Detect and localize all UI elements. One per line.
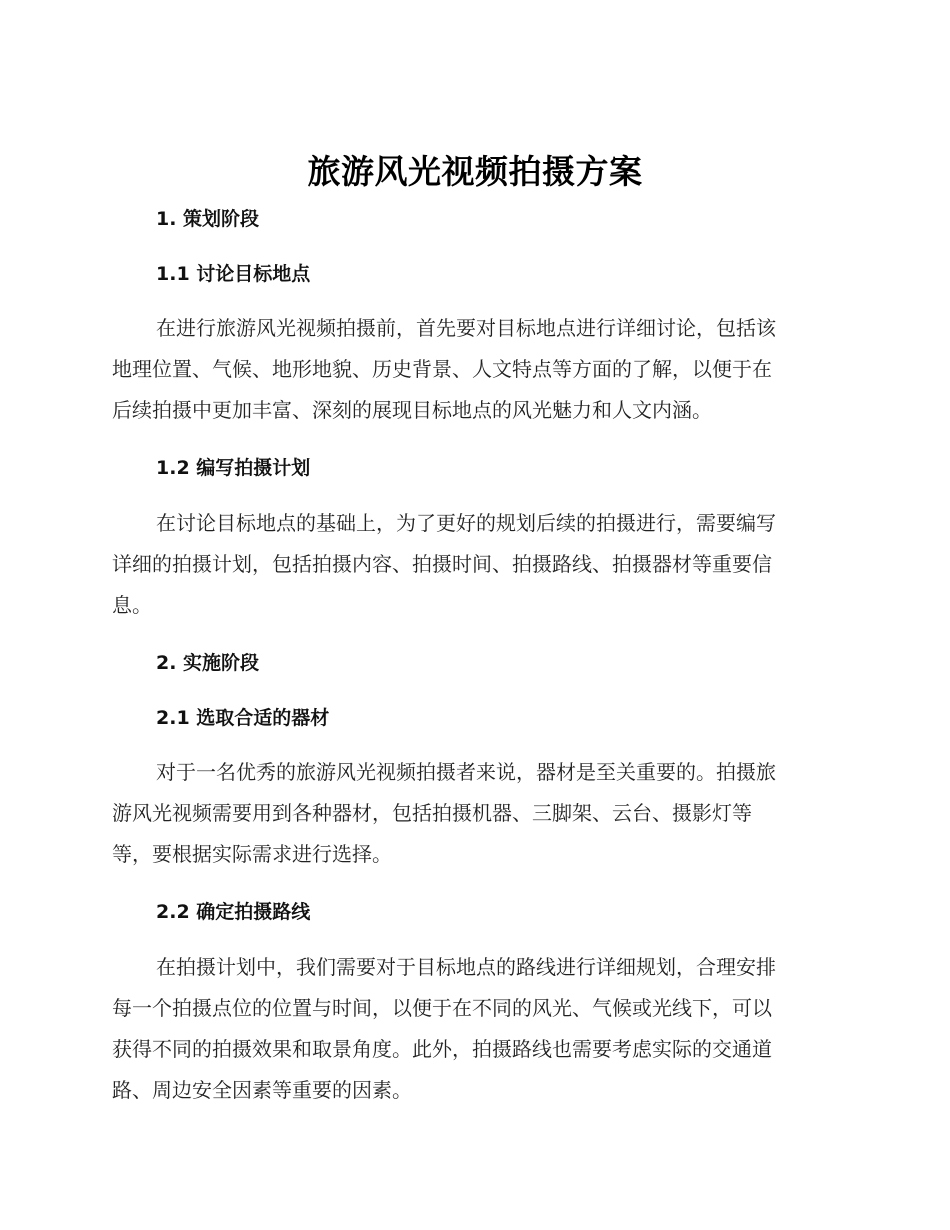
- paragraph-determine-route: [112, 947, 837, 1111]
- paragraph-line: 每一个拍摄点位的位置与时间，以便于在不同的风光、气候或光线下，可以: [112, 996, 772, 1020]
- subsection-heading-write-plan: 1.2 编写拍摄计划: [156, 457, 311, 479]
- subsection-heading-determine-route: 2.2 确定拍摄路线: [156, 901, 311, 923]
- paragraph-line: 对于一名优秀的旅游风光视频拍摄者来说，器材是至关重要的。拍摄旅: [156, 760, 776, 784]
- paragraph-line: 等，要根据实际需求进行选择。: [112, 842, 392, 866]
- subsection-heading-discuss-location: 1.1 讨论目标地点: [156, 263, 311, 285]
- paragraph-discuss-location: [112, 308, 837, 431]
- section-heading-implementation: 2. 实施阶段: [156, 652, 260, 674]
- paragraph-choose-equipment: [112, 752, 837, 875]
- paragraph-line: 游风光视频需要用到各种器材，包括拍摄机器、三脚架、云台、摄影灯等: [112, 801, 752, 825]
- subsection-heading-choose-equipment: 2.1 选取合适的器材: [156, 707, 330, 729]
- paragraph-line: 后续拍摄中更加丰富、深刻的展现目标地点的风光魅力和人文内涵。: [112, 398, 712, 422]
- paragraph-line: 在进行旅游风光视频拍摄前，首先要对目标地点进行详细讨论，包括该: [156, 316, 776, 340]
- paragraph-write-plan: [112, 503, 837, 626]
- paragraph-line: 详细的拍摄计划，包括拍摄内容、拍摄时间、拍摄路线、拍摄器材等重要信: [112, 552, 772, 576]
- section-heading-planning: 1. 策划阶段: [156, 208, 260, 230]
- paragraph-line: 息。: [112, 593, 152, 617]
- paragraph-line: 获得不同的拍摄效果和取景角度。此外，拍摄路线也需要考虑实际的交通道: [112, 1037, 772, 1061]
- paragraph-line: 在拍摄计划中，我们需要对于目标地点的路线进行详细规划，合理安排: [156, 955, 776, 979]
- paragraph-line: 路、周边安全因素等重要的因素。: [112, 1078, 412, 1102]
- document-title: 旅游风光视频拍摄方案: [307, 152, 643, 191]
- paragraph-line: 地理位置、气候、地形地貌、历史背景、人文特点等方面的了解，以便于在: [112, 357, 772, 381]
- paragraph-line: 在讨论目标地点的基础上，为了更好的规划后续的拍摄进行，需要编写: [156, 511, 776, 535]
